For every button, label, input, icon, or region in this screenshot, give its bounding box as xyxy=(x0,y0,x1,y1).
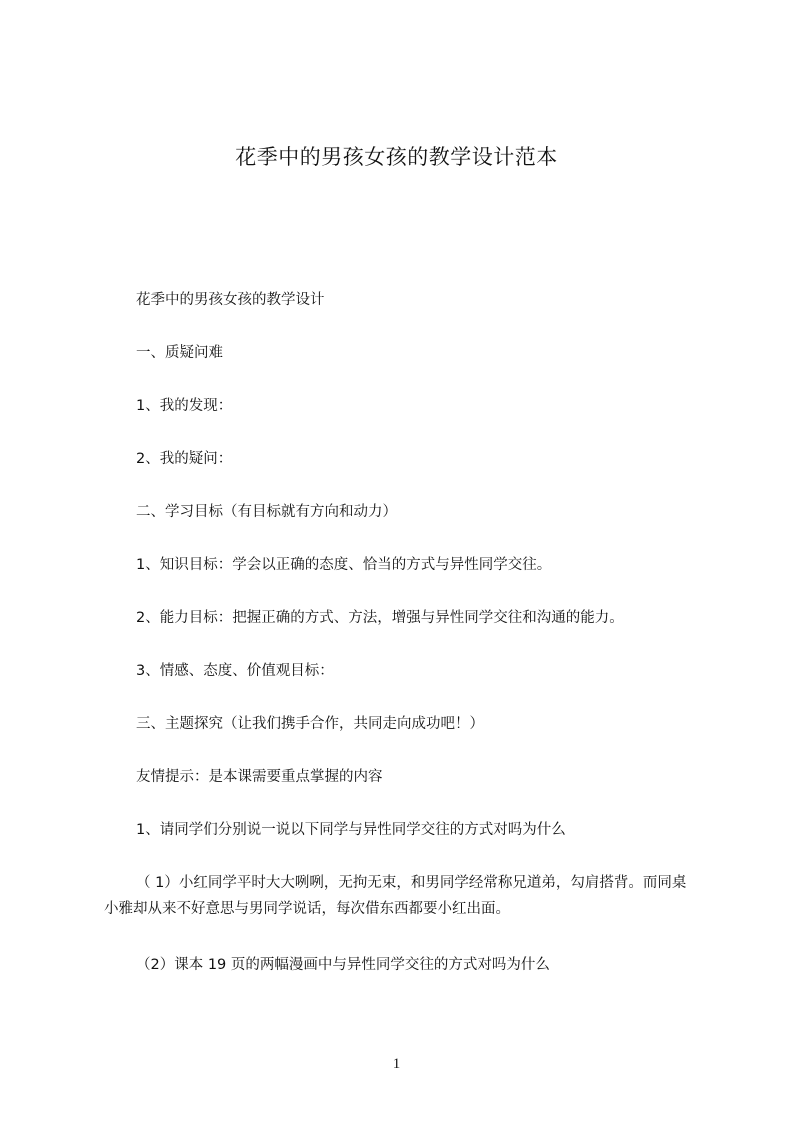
paragraph-my-discovery: 1、我的发现： xyxy=(136,398,233,414)
paragraph-question-1: 1、请同学们分别说一说以下同学与异性同学交往的方式对吗为什么 xyxy=(136,822,566,838)
paragraph-ability-goal: 2、能力目标：把握正确的方式、方法，增强与异性同学交往和沟通的能力。 xyxy=(136,610,624,626)
paragraph-knowledge-goal: 1、知识目标：学会以正确的态度、恰当的方式与异性同学交往。 xyxy=(136,557,552,573)
paragraph-case-2: （2）课本 19 页的两幅漫画中与异性同学交往的方式对吗为什么 xyxy=(136,957,550,973)
paragraph-friendly-tip: 友情提示：是本课需要重点掌握的内容 xyxy=(136,769,383,785)
document-body xyxy=(104,287,694,1005)
paragraph-my-question: 2、我的疑问： xyxy=(136,451,233,467)
page-number: 1 xyxy=(392,1056,401,1072)
paragraph-case-1: （ 1）小红同学平时大大咧咧，无拘无束，和男同学经常称兄道弟，勾肩搭背。而同桌小雅却从来不好意思与男同学说话，每次借东西都要小红出面。 xyxy=(104,875,687,917)
paragraph-section-2-heading: 二、学习目标（有目标就有方向和动力） xyxy=(136,504,397,520)
document-title: 花季中的男孩女孩的教学设计范本 xyxy=(235,145,558,169)
paragraph-section-3-heading: 三、主题探究（让我们携手合作，共同走向成功吧！） xyxy=(136,716,484,732)
paragraph-values-goal: 3、情感、态度、价值观目标： xyxy=(136,663,334,679)
paragraph-section-1-heading: 一、质疑问难 xyxy=(136,345,223,361)
paragraph-subtitle: 花季中的男孩女孩的教学设计 xyxy=(136,292,325,308)
